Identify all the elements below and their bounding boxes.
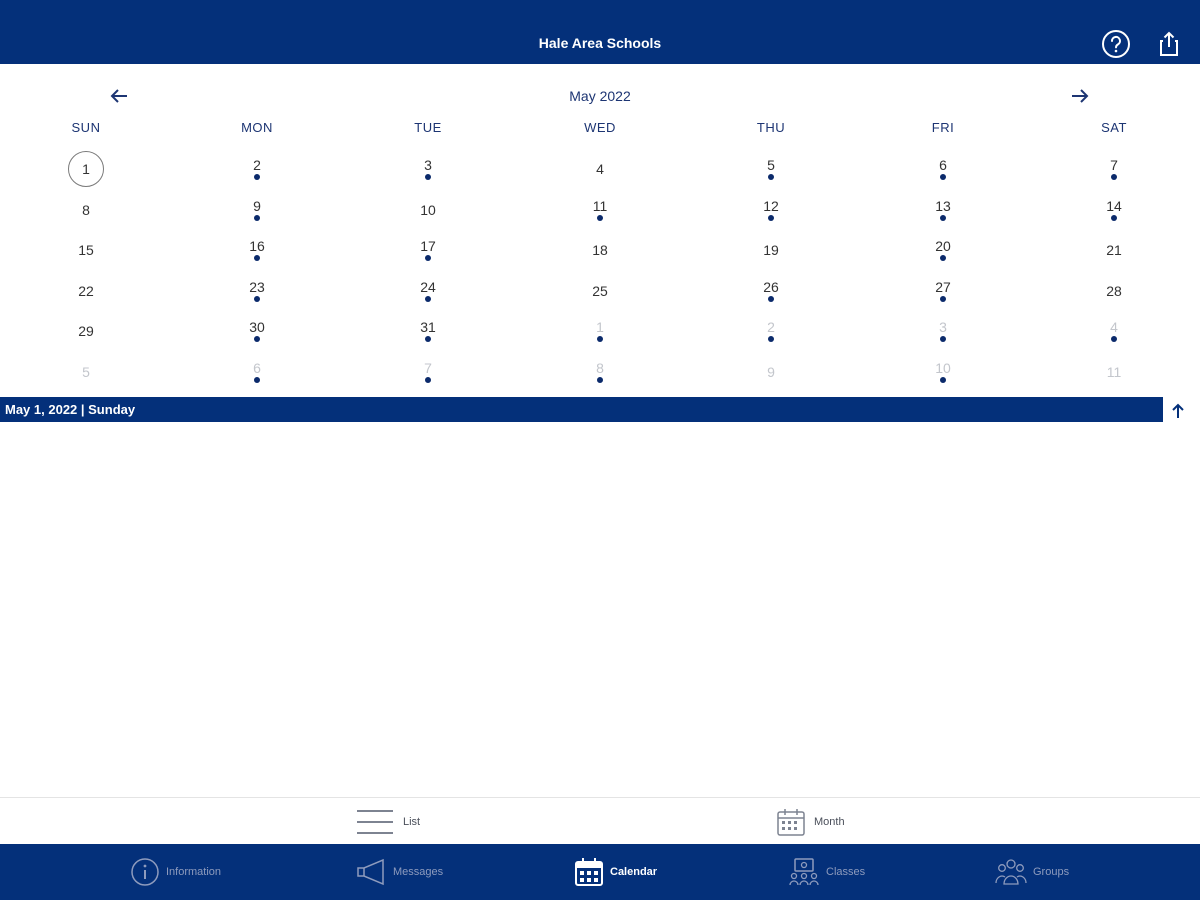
event-dot <box>768 215 774 221</box>
calendar-day[interactable] <box>898 270 988 310</box>
day-number: 2 <box>767 319 775 335</box>
calendar-day[interactable] <box>383 351 473 391</box>
calendar-day[interactable] <box>555 310 645 350</box>
event-dot <box>1111 174 1117 180</box>
day-number: 22 <box>78 283 94 299</box>
day-number: 27 <box>935 279 951 295</box>
weekday-label: FRI <box>931 120 955 135</box>
day-number: 5 <box>767 157 775 173</box>
day-number: 14 <box>1106 198 1122 214</box>
calendar-day[interactable] <box>212 351 302 391</box>
event-dot <box>254 255 260 261</box>
event-dot <box>425 296 431 302</box>
tab-information[interactable] <box>130 844 221 900</box>
calendar-day[interactable] <box>555 229 645 269</box>
event-dot <box>425 336 431 342</box>
calendar-day[interactable] <box>898 189 988 229</box>
day-number: 5 <box>82 364 90 380</box>
month-navigation <box>0 84 1200 108</box>
calendar-day[interactable] <box>555 189 645 229</box>
calendar-day[interactable] <box>726 189 816 229</box>
day-number: 25 <box>592 283 608 299</box>
day-number: 19 <box>763 242 779 258</box>
calendar-grid <box>0 148 1200 392</box>
day-number: 11 <box>592 198 608 214</box>
info-icon <box>130 857 160 887</box>
day-number: 1 <box>82 161 90 177</box>
weekday-header <box>0 120 1200 138</box>
day-number: 18 <box>592 242 608 258</box>
question-circle-icon <box>1101 29 1131 59</box>
calendar-day[interactable] <box>212 189 302 229</box>
share-icon <box>1157 30 1181 58</box>
collapse-calendar-button[interactable] <box>1167 400 1189 422</box>
event-dot <box>940 336 946 342</box>
calendar-day[interactable] <box>383 229 473 269</box>
calendar-day[interactable] <box>212 310 302 350</box>
day-number: 21 <box>1106 242 1122 258</box>
share-button[interactable] <box>1153 28 1185 60</box>
calendar-day[interactable] <box>1069 229 1159 269</box>
day-number: 4 <box>596 161 604 177</box>
event-dot <box>425 377 431 383</box>
people-group-icon <box>995 857 1027 887</box>
day-number: 11 <box>1106 364 1122 380</box>
arrow-right-icon <box>1070 88 1090 104</box>
calendar-day[interactable] <box>726 229 816 269</box>
month-view-label: Month <box>814 816 845 828</box>
day-number: 3 <box>424 157 432 173</box>
day-number: 15 <box>78 242 94 258</box>
calendar-day[interactable] <box>41 351 131 391</box>
list-icon <box>355 807 395 837</box>
calendar-day[interactable] <box>212 229 302 269</box>
day-number: 6 <box>939 157 947 173</box>
event-dot <box>940 215 946 221</box>
view-switcher <box>0 797 1200 844</box>
calendar-day[interactable] <box>1069 351 1159 391</box>
calendar-day[interactable] <box>383 189 473 229</box>
event-dot <box>940 377 946 383</box>
month-view-button[interactable] <box>776 804 845 840</box>
weekday-label: SUN <box>71 120 101 135</box>
selected-date-label: May 1, 2022 | Sunday <box>5 402 136 417</box>
calendar-day[interactable] <box>383 270 473 310</box>
event-dot <box>940 255 946 261</box>
weekday-label: TUE <box>414 120 442 135</box>
calendar-day[interactable] <box>383 310 473 350</box>
tab-classes-label: Classes <box>826 866 866 878</box>
calendar-icon <box>574 857 604 887</box>
event-dot <box>1111 336 1117 342</box>
day-number: 4 <box>1110 319 1118 335</box>
day-number: 3 <box>939 319 947 335</box>
tab-messages[interactable] <box>355 844 443 900</box>
calendar-day[interactable] <box>212 148 302 188</box>
day-number: 8 <box>82 202 90 218</box>
calendar-day[interactable] <box>726 270 816 310</box>
calendar-day[interactable] <box>41 189 131 229</box>
weekday-label: THU <box>756 120 786 135</box>
event-dot <box>425 255 431 261</box>
day-number: 10 <box>420 202 436 218</box>
tab-classes[interactable] <box>788 844 865 900</box>
selected-date-bar <box>0 397 1163 422</box>
calendar-day[interactable] <box>898 310 988 350</box>
day-number: 7 <box>1110 157 1118 173</box>
calendar-day[interactable] <box>41 310 131 350</box>
calendar-day[interactable] <box>555 148 645 188</box>
tab-information-label: Information <box>166 866 222 878</box>
day-number: 17 <box>420 238 436 254</box>
next-month-button[interactable] <box>1066 84 1094 108</box>
day-number: 9 <box>253 198 261 214</box>
event-dot <box>1111 215 1117 221</box>
bottom-tab-bar <box>0 844 1200 900</box>
day-number: 29 <box>78 323 94 339</box>
day-number: 9 <box>767 364 775 380</box>
calendar-day[interactable] <box>41 270 131 310</box>
calendar-day[interactable] <box>1069 310 1159 350</box>
header-title: Hale Area Schools <box>538 35 662 51</box>
calendar-day[interactable] <box>726 351 816 391</box>
calendar-day[interactable] <box>1069 270 1159 310</box>
calendar-day[interactable] <box>1069 148 1159 188</box>
day-number: 1 <box>596 319 604 335</box>
day-number: 31 <box>420 319 436 335</box>
help-button[interactable] <box>1100 28 1132 60</box>
event-dot <box>254 296 260 302</box>
day-number: 20 <box>935 238 951 254</box>
calendar-day[interactable] <box>898 229 988 269</box>
calendar-icon <box>776 807 806 837</box>
event-dot <box>254 215 260 221</box>
day-number: 28 <box>1106 283 1122 299</box>
day-number: 16 <box>249 238 265 254</box>
tab-calendar-label: Calendar <box>610 866 658 878</box>
event-dot <box>254 174 260 180</box>
day-number: 7 <box>424 360 432 376</box>
calendar-day[interactable] <box>726 148 816 188</box>
event-dot <box>597 336 603 342</box>
day-number: 26 <box>763 279 779 295</box>
calendar-day[interactable] <box>41 229 131 269</box>
day-number: 8 <box>596 360 604 376</box>
calendar-day[interactable] <box>726 310 816 350</box>
event-dot <box>597 215 603 221</box>
day-number: 24 <box>420 279 436 295</box>
tab-groups[interactable] <box>995 844 1069 900</box>
event-dot <box>768 336 774 342</box>
calendar-day[interactable] <box>212 270 302 310</box>
day-number: 10 <box>935 360 951 376</box>
calendar-day-selected[interactable] <box>41 148 131 188</box>
day-number: 2 <box>253 157 261 173</box>
month-title: May 2022 <box>569 88 631 104</box>
event-dot <box>940 296 946 302</box>
event-dot <box>768 174 774 180</box>
event-dot <box>425 174 431 180</box>
weekday-label: SAT <box>1101 120 1127 135</box>
tab-messages-label: Messages <box>393 866 444 878</box>
calendar-day[interactable] <box>383 148 473 188</box>
list-view-button[interactable] <box>355 804 420 840</box>
event-dot <box>254 377 260 383</box>
day-number: 12 <box>763 198 779 214</box>
calendar-day[interactable] <box>555 270 645 310</box>
event-dot <box>254 336 260 342</box>
classroom-icon <box>788 857 820 887</box>
calendar-day[interactable] <box>898 351 988 391</box>
event-dot <box>597 377 603 383</box>
arrow-up-icon <box>1171 403 1185 419</box>
calendar-day[interactable] <box>555 351 645 391</box>
weekday-label: WED <box>584 120 616 135</box>
weekday-label: MON <box>241 120 273 135</box>
calendar-day[interactable] <box>898 148 988 188</box>
event-dot <box>940 174 946 180</box>
list-view-label: List <box>403 816 421 828</box>
day-number: 30 <box>249 319 265 335</box>
app-header <box>0 0 1200 64</box>
event-dot <box>768 296 774 302</box>
day-number: 13 <box>935 198 951 214</box>
day-number: 23 <box>249 279 265 295</box>
calendar-day[interactable] <box>1069 189 1159 229</box>
day-number: 6 <box>253 360 261 376</box>
megaphone-icon <box>355 857 387 887</box>
tab-groups-label: Groups <box>1033 866 1070 878</box>
tab-calendar[interactable] <box>574 844 657 900</box>
